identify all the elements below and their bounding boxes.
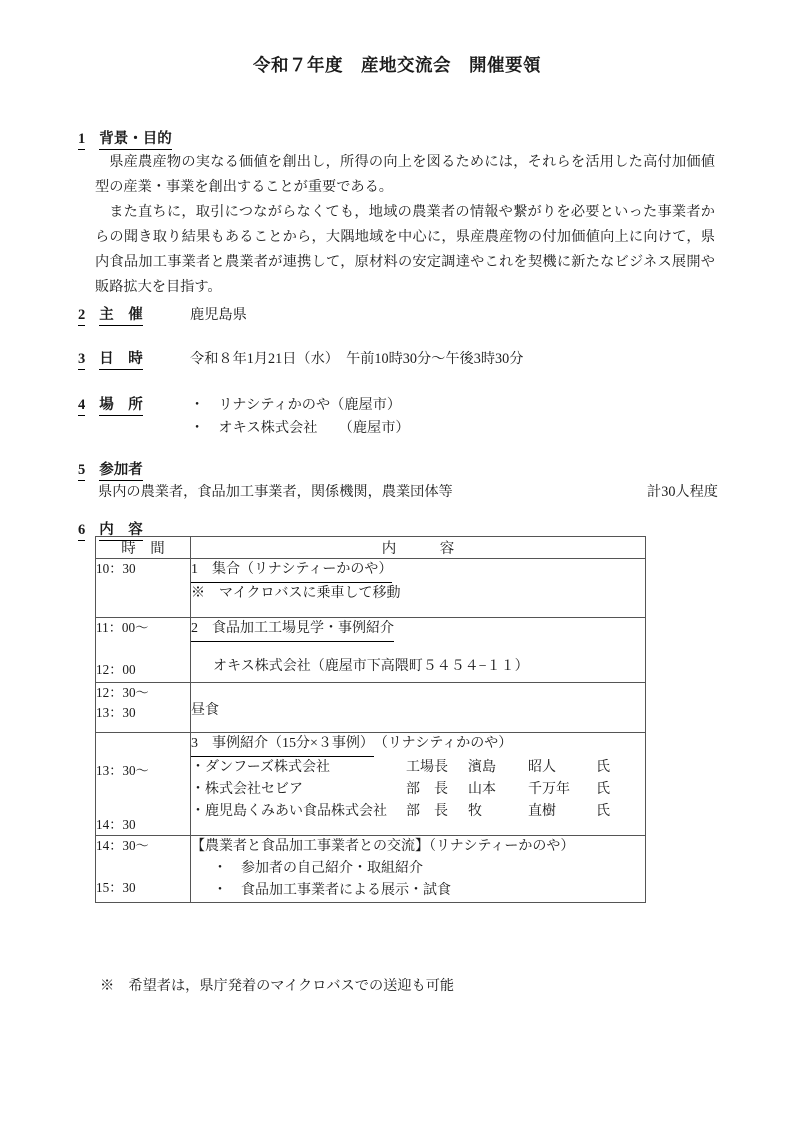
row-2-time [96,618,191,683]
row-3-time-end: 13：30 [96,705,136,720]
table-row [96,836,646,903]
row-5-content [191,836,646,903]
section-1-paragraph-2: また直ちに，取引につながらなくても，地域の農業者の情報や繋がりを必要といった事業者からの聞き取り結果もあることから，大隅地域を中心に，県産農産物の付加価値向上に向けて，県内食品加工事業者と農業者が連携して，原材料の安定調達やこれを契機に新たなビジネス展開や販路拡大を目指す。 [95,204,715,295]
schedule-table [95,536,646,903]
section-heading-1 [78,127,172,150]
row-1-time-start: 10：30 [96,561,136,576]
presenter-3-surname: 牧 [468,804,482,819]
row-2-content [191,618,646,683]
section-heading-5 [78,458,143,481]
presenter-1-org: ・ダンフーズ株式会社 [191,760,331,775]
section-1-number: 1 [78,131,85,150]
section-4-number: 4 [78,397,85,416]
row-5-item-1: ・ 参加者の自己紹介・取組紹介 [213,861,423,876]
section-6-title: 内 容 [99,518,143,541]
table-row [96,559,646,618]
table-header-row [96,537,646,559]
row-4-content [191,733,646,836]
section-heading-3 [78,347,143,370]
row-2-time-start: 11：00〜 [96,620,149,635]
section-5-title: 参加者 [99,458,143,481]
section-2-value: 鹿児島県 [190,307,247,323]
table-row [96,733,646,836]
table-row [96,683,646,733]
presenter-3-suffix: 氏 [596,804,610,819]
table-row [96,618,646,683]
section-6-number: 6 [78,522,85,541]
header-time: 時 間 [96,537,191,559]
section-4-title: 場 所 [99,393,143,416]
presenter-3-givenname: 直樹 [528,804,556,819]
section-3-number: 3 [78,351,85,370]
presenter-2-org: ・株式会社セビア [191,782,303,797]
row-1-content [191,559,646,618]
row-3-label: 昼食 [191,703,219,718]
presenter-row [191,757,645,779]
section-5-count: 計30人程度 [647,484,718,500]
presenter-2-suffix: 氏 [596,782,610,797]
row-5-time-start: 14：30〜 [96,838,149,853]
presenter-1-suffix: 氏 [596,760,610,775]
section-5-number: 5 [78,462,85,481]
row-4-heading-suffix: （リナシティかのや） [373,736,513,751]
header-content: 内 容 [191,537,646,559]
section-5-row [98,481,718,501]
row-1-heading: 1 集合（リナシティーかのや） [191,559,392,583]
row-3-content [191,683,646,733]
presenter-2-givenname: 千万年 [528,782,570,797]
section-4-venue-1: ・ リナシティかのや（鹿屋市） [190,397,402,413]
row-2-heading: 2 食品加工工場見学・事例紹介 [191,618,394,642]
section-2-number: 2 [78,307,85,326]
row-3-time [96,683,191,733]
row-1-time [96,559,191,618]
row-5-bracket-heading: 【農業者と食品加工事業者との交流】（リナシティーかのや） [191,839,575,854]
presenter-1-givenname: 昭人 [528,760,556,775]
row-5-time [96,836,191,903]
section-1-title: 背景・目的 [99,127,172,150]
presenter-3-org: ・鹿児島くみあい食品株式会社 [191,804,387,819]
section-1-paragraph-1: 県産農産物の実なる価値を創出し，所得の向上を図るためには，それらを活用した高付加価値型の産業・事業を創出することが重要である。 [95,154,715,195]
presenter-row [191,779,645,801]
row-4-heading: 3 事例紹介（15分×３事例） [191,733,374,757]
row-5-item-2: ・ 食品加工事業者による展示・試食 [213,883,451,898]
presenter-2-surname: 山本 [468,782,496,797]
row-4-time [96,733,191,836]
section-heading-4 [78,393,143,416]
row-4-time-start: 13：30〜 [96,763,149,778]
row-2-time-end: 12：00 [96,662,136,677]
row-5-time-end: 15：30 [96,880,136,895]
presenter-2-role: 部 長 [406,782,448,797]
section-2-title: 主 催 [99,303,143,326]
row-2-venue: オキス株式会社（鹿屋市下高隈町５４５４−１１） [213,659,529,674]
section-heading-2 [78,303,143,326]
section-4-venue-2: ・ オキス株式会社 （鹿屋市） [190,420,410,436]
section-3-value: 令和８年1月21日（水） 午前10時30分〜午後3時30分 [190,351,524,367]
presenter-row [191,801,645,823]
section-3-title: 日 時 [99,347,143,370]
presenter-1-role: 工場長 [406,760,448,775]
presenter-1-surname: 濱島 [468,760,496,775]
row-1-note: ※ マイクロバスに乗車して移動 [191,586,401,601]
section-1-body [95,150,715,300]
row-4-time-end: 14：30 [96,817,136,832]
footnote: ※ 希望者は，県庁発着のマイクロバスでの送迎も可能 [100,978,455,994]
page-title: 令和７年度 産地交流会 開催要領 [253,55,541,75]
presenter-3-role: 部 長 [406,804,448,819]
section-5-value: 県内の農業者，食品加工事業者，関係機関，農業団体等 [98,484,453,500]
row-3-time-start: 12：30〜 [96,685,149,700]
